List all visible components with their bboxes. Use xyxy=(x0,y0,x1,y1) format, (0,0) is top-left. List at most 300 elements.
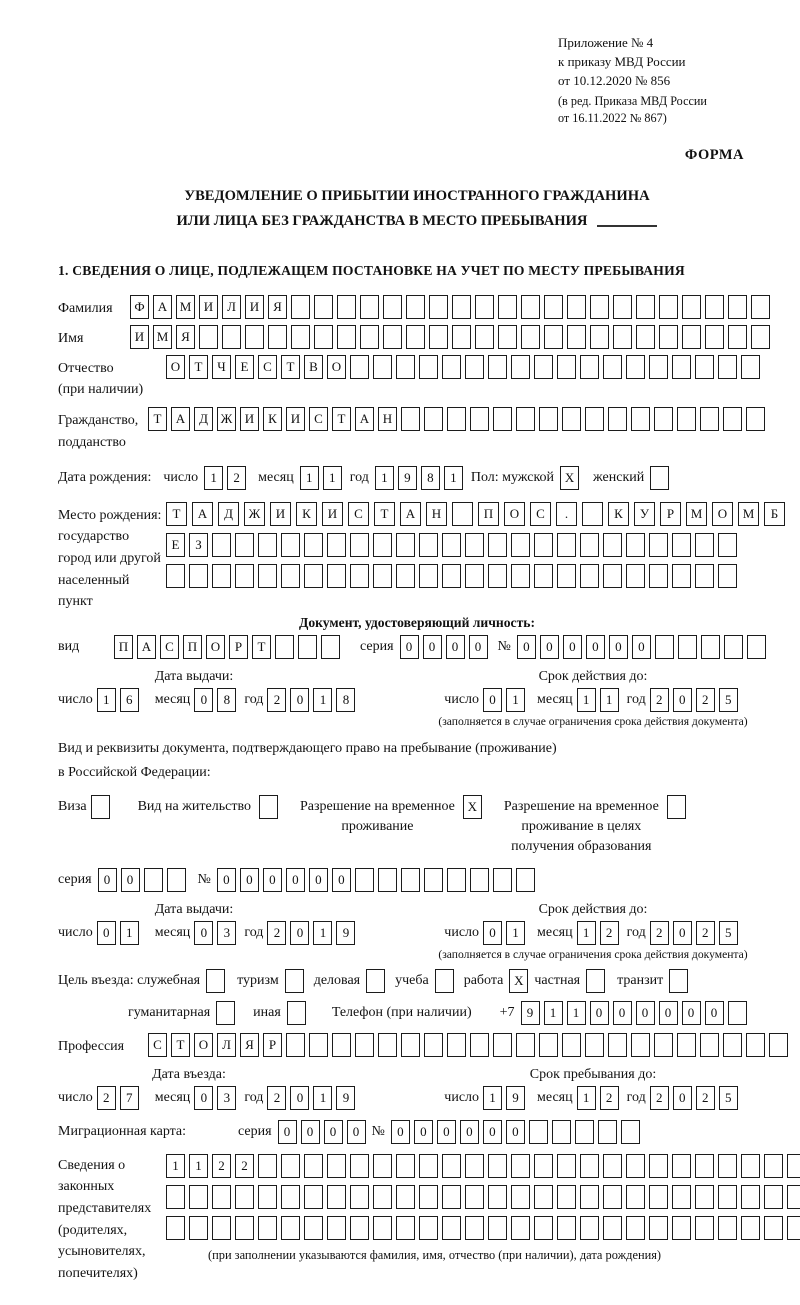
char-cell[interactable]: И xyxy=(130,325,149,349)
char-cell[interactable] xyxy=(585,407,604,431)
char-cell[interactable] xyxy=(406,295,425,319)
char-cell[interactable] xyxy=(235,1185,254,1209)
char-cell[interactable] xyxy=(258,533,277,557)
visa-checkbox[interactable] xyxy=(91,795,114,819)
char-cell[interactable]: 3 xyxy=(217,1086,236,1110)
char-cell[interactable]: 0 xyxy=(290,921,309,945)
char-cell[interactable] xyxy=(516,1033,535,1057)
char-cell[interactable] xyxy=(304,1216,323,1240)
char-cell[interactable] xyxy=(511,533,530,557)
char-cell[interactable] xyxy=(521,295,540,319)
char-cell[interactable]: П xyxy=(114,635,133,659)
char-cell[interactable]: 1 xyxy=(567,1001,586,1025)
char-cell[interactable] xyxy=(235,1216,254,1240)
char-cell[interactable] xyxy=(470,407,489,431)
char-cell[interactable]: В xyxy=(304,355,323,379)
char-cell[interactable] xyxy=(631,407,650,431)
char-cell[interactable]: 1 xyxy=(577,921,596,945)
char-cell[interactable]: 1 xyxy=(120,921,139,945)
char-cell[interactable] xyxy=(419,564,438,588)
char-cell[interactable] xyxy=(626,1185,645,1209)
char-cell[interactable] xyxy=(235,533,254,557)
char-cell[interactable] xyxy=(557,533,576,557)
char-cell[interactable]: 0 xyxy=(290,1086,309,1110)
char-cell[interactable] xyxy=(424,407,443,431)
char-cell[interactable] xyxy=(419,533,438,557)
char-cell[interactable] xyxy=(631,1033,650,1057)
char-cell[interactable] xyxy=(608,407,627,431)
char-cell[interactable]: П xyxy=(478,502,499,526)
char-cell[interactable] xyxy=(314,325,333,349)
entry-stay-year[interactable] xyxy=(650,1086,742,1110)
char-cell[interactable]: 0 xyxy=(469,635,488,659)
char-cell[interactable] xyxy=(567,325,586,349)
char-cell[interactable]: С xyxy=(309,407,328,431)
char-cell[interactable]: К xyxy=(296,502,317,526)
char-cell[interactable] xyxy=(677,1033,696,1057)
char-cell[interactable] xyxy=(475,295,494,319)
char-cell[interactable] xyxy=(304,533,323,557)
char-cell[interactable]: 5 xyxy=(719,688,738,712)
char-cell[interactable] xyxy=(327,564,346,588)
sex-female-checkbox[interactable] xyxy=(650,466,673,490)
identity-issue-day[interactable] xyxy=(97,688,143,712)
char-cell[interactable] xyxy=(580,1216,599,1240)
char-cell[interactable]: П xyxy=(183,635,202,659)
char-cell[interactable]: 2 xyxy=(267,921,286,945)
char-cell[interactable]: А xyxy=(355,407,374,431)
char-cell[interactable]: И xyxy=(270,502,291,526)
entry-arrival-month[interactable] xyxy=(194,1086,240,1110)
char-cell[interactable]: 0 xyxy=(347,1120,366,1144)
identity-valid-day[interactable] xyxy=(483,688,529,712)
char-cell[interactable] xyxy=(327,1216,346,1240)
char-cell[interactable] xyxy=(511,355,530,379)
char-cell[interactable] xyxy=(590,325,609,349)
residence-issue-day[interactable] xyxy=(97,921,143,945)
char-cell[interactable] xyxy=(216,1001,235,1025)
char-cell[interactable]: 0 xyxy=(217,868,236,892)
char-cell[interactable] xyxy=(521,325,540,349)
char-cell[interactable] xyxy=(586,969,605,993)
char-cell[interactable] xyxy=(557,1185,576,1209)
residence-issue-month[interactable] xyxy=(194,921,240,945)
char-cell[interactable] xyxy=(212,533,231,557)
char-cell[interactable]: Т xyxy=(148,407,167,431)
char-cell[interactable] xyxy=(511,1216,530,1240)
char-cell[interactable]: 0 xyxy=(414,1120,433,1144)
guardians-row3-cells[interactable] xyxy=(166,1216,800,1240)
char-cell[interactable]: 1 xyxy=(204,466,223,490)
char-cell[interactable] xyxy=(314,295,333,319)
char-cell[interactable] xyxy=(636,325,655,349)
char-cell[interactable]: 1 xyxy=(300,466,319,490)
char-cell[interactable] xyxy=(383,325,402,349)
char-cell[interactable] xyxy=(498,325,517,349)
char-cell[interactable]: 1 xyxy=(577,688,596,712)
char-cell[interactable] xyxy=(741,1154,760,1178)
char-cell[interactable] xyxy=(567,295,586,319)
char-cell[interactable]: 0 xyxy=(705,1001,724,1025)
char-cell[interactable] xyxy=(787,1154,800,1178)
char-cell[interactable]: Н xyxy=(426,502,447,526)
char-cell[interactable]: 9 xyxy=(521,1001,540,1025)
purpose-study-checkbox[interactable] xyxy=(435,969,458,993)
char-cell[interactable] xyxy=(626,355,645,379)
char-cell[interactable]: 0 xyxy=(506,1120,525,1144)
char-cell[interactable]: Ж xyxy=(244,502,265,526)
char-cell[interactable] xyxy=(741,1185,760,1209)
char-cell[interactable] xyxy=(488,533,507,557)
char-cell[interactable] xyxy=(212,1216,231,1240)
char-cell[interactable]: 5 xyxy=(719,921,738,945)
char-cell[interactable] xyxy=(222,325,241,349)
char-cell[interactable] xyxy=(723,1033,742,1057)
char-cell[interactable] xyxy=(493,407,512,431)
char-cell[interactable]: 9 xyxy=(506,1086,525,1110)
char-cell[interactable] xyxy=(396,1216,415,1240)
char-cell[interactable] xyxy=(424,1033,443,1057)
char-cell[interactable] xyxy=(309,1033,328,1057)
char-cell[interactable]: 0 xyxy=(400,635,419,659)
char-cell[interactable]: 6 xyxy=(120,688,139,712)
char-cell[interactable]: 1 xyxy=(313,688,332,712)
char-cell[interactable]: 0 xyxy=(682,1001,701,1025)
char-cell[interactable] xyxy=(585,1033,604,1057)
char-cell[interactable]: 1 xyxy=(506,688,525,712)
char-cell[interactable] xyxy=(360,325,379,349)
residence-permit-checkbox[interactable] xyxy=(259,795,282,819)
char-cell[interactable] xyxy=(281,1154,300,1178)
char-cell[interactable] xyxy=(406,325,425,349)
entry-stay-month[interactable] xyxy=(577,1086,623,1110)
char-cell[interactable]: Т xyxy=(281,355,300,379)
char-cell[interactable]: 1 xyxy=(577,1086,596,1110)
char-cell[interactable] xyxy=(350,1216,369,1240)
char-cell[interactable]: 2 xyxy=(696,1086,715,1110)
char-cell[interactable] xyxy=(764,1185,783,1209)
char-cell[interactable]: 2 xyxy=(227,466,246,490)
char-cell[interactable] xyxy=(298,635,317,659)
char-cell[interactable] xyxy=(701,635,720,659)
char-cell[interactable] xyxy=(291,325,310,349)
char-cell[interactable] xyxy=(672,355,691,379)
char-cell[interactable]: 0 xyxy=(423,635,442,659)
char-cell[interactable] xyxy=(373,1154,392,1178)
entry-stay-day[interactable] xyxy=(483,1086,529,1110)
char-cell[interactable] xyxy=(396,1185,415,1209)
char-cell[interactable] xyxy=(649,1154,668,1178)
char-cell[interactable]: О xyxy=(712,502,733,526)
char-cell[interactable] xyxy=(511,1185,530,1209)
char-cell[interactable]: 0 xyxy=(309,868,328,892)
char-cell[interactable] xyxy=(603,564,622,588)
char-cell[interactable] xyxy=(705,325,724,349)
char-cell[interactable]: 2 xyxy=(212,1154,231,1178)
char-cell[interactable] xyxy=(419,1154,438,1178)
char-cell[interactable]: М xyxy=(153,325,172,349)
char-cell[interactable] xyxy=(350,355,369,379)
char-cell[interactable]: 0 xyxy=(673,1086,692,1110)
char-cell[interactable]: 2 xyxy=(600,921,619,945)
char-cell[interactable] xyxy=(728,1001,747,1025)
char-cell[interactable] xyxy=(429,325,448,349)
purpose-official-checkbox[interactable] xyxy=(206,969,229,993)
char-cell[interactable] xyxy=(516,407,535,431)
char-cell[interactable]: 2 xyxy=(235,1154,254,1178)
char-cell[interactable] xyxy=(649,1185,668,1209)
char-cell[interactable]: Ч xyxy=(212,355,231,379)
char-cell[interactable] xyxy=(258,1216,277,1240)
patronymic-cells[interactable] xyxy=(166,355,764,379)
char-cell[interactable]: 0 xyxy=(240,868,259,892)
char-cell[interactable] xyxy=(401,1033,420,1057)
char-cell[interactable]: Т xyxy=(332,407,351,431)
migration-series-cells[interactable] xyxy=(278,1120,370,1144)
char-cell[interactable]: 1 xyxy=(375,466,394,490)
char-cell[interactable] xyxy=(552,1120,571,1144)
name-cells[interactable] xyxy=(130,325,774,349)
char-cell[interactable] xyxy=(275,635,294,659)
char-cell[interactable] xyxy=(360,295,379,319)
char-cell[interactable] xyxy=(442,1216,461,1240)
char-cell[interactable] xyxy=(321,635,340,659)
char-cell[interactable] xyxy=(580,564,599,588)
char-cell[interactable] xyxy=(529,1120,548,1144)
char-cell[interactable]: 9 xyxy=(336,1086,355,1110)
purpose-transit-checkbox[interactable] xyxy=(669,969,692,993)
char-cell[interactable] xyxy=(669,969,688,993)
char-cell[interactable]: X xyxy=(463,795,482,819)
char-cell[interactable] xyxy=(488,355,507,379)
char-cell[interactable] xyxy=(659,325,678,349)
purpose-humanitarian-checkbox[interactable] xyxy=(216,1001,239,1025)
residence-issue-year[interactable] xyxy=(267,921,359,945)
char-cell[interactable]: 2 xyxy=(97,1086,116,1110)
char-cell[interactable]: 1 xyxy=(444,466,463,490)
char-cell[interactable] xyxy=(626,1216,645,1240)
char-cell[interactable]: X xyxy=(509,969,528,993)
char-cell[interactable] xyxy=(167,868,186,892)
char-cell[interactable] xyxy=(378,868,397,892)
char-cell[interactable] xyxy=(350,533,369,557)
char-cell[interactable] xyxy=(258,564,277,588)
char-cell[interactable] xyxy=(401,407,420,431)
char-cell[interactable]: 1 xyxy=(506,921,525,945)
char-cell[interactable] xyxy=(695,1185,714,1209)
char-cell[interactable] xyxy=(465,564,484,588)
char-cell[interactable] xyxy=(613,325,632,349)
char-cell[interactable] xyxy=(659,295,678,319)
doc-number-cells[interactable] xyxy=(517,635,770,659)
char-cell[interactable] xyxy=(667,795,686,819)
char-cell[interactable] xyxy=(465,1216,484,1240)
char-cell[interactable]: 1 xyxy=(313,921,332,945)
char-cell[interactable] xyxy=(557,564,576,588)
char-cell[interactable] xyxy=(649,533,668,557)
char-cell[interactable] xyxy=(304,564,323,588)
char-cell[interactable] xyxy=(700,407,719,431)
char-cell[interactable] xyxy=(718,533,737,557)
char-cell[interactable] xyxy=(636,295,655,319)
char-cell[interactable]: С xyxy=(160,635,179,659)
char-cell[interactable]: Е xyxy=(235,355,254,379)
char-cell[interactable] xyxy=(562,1033,581,1057)
char-cell[interactable]: 9 xyxy=(398,466,417,490)
char-cell[interactable]: 1 xyxy=(166,1154,185,1178)
char-cell[interactable] xyxy=(447,407,466,431)
char-cell[interactable] xyxy=(695,533,714,557)
char-cell[interactable] xyxy=(465,1185,484,1209)
char-cell[interactable] xyxy=(488,564,507,588)
char-cell[interactable] xyxy=(327,533,346,557)
char-cell[interactable] xyxy=(672,1185,691,1209)
char-cell[interactable] xyxy=(189,1216,208,1240)
char-cell[interactable]: И xyxy=(199,295,218,319)
char-cell[interactable]: Б xyxy=(764,502,785,526)
char-cell[interactable] xyxy=(212,564,231,588)
identity-valid-month[interactable] xyxy=(577,688,623,712)
char-cell[interactable]: 1 xyxy=(313,1086,332,1110)
char-cell[interactable] xyxy=(603,355,622,379)
char-cell[interactable] xyxy=(613,295,632,319)
residence-valid-year[interactable] xyxy=(650,921,742,945)
char-cell[interactable]: О xyxy=(166,355,185,379)
char-cell[interactable] xyxy=(144,868,163,892)
temp-residence-education-checkbox[interactable] xyxy=(667,795,690,819)
char-cell[interactable] xyxy=(678,635,697,659)
char-cell[interactable] xyxy=(769,1033,788,1057)
char-cell[interactable]: 5 xyxy=(719,1086,738,1110)
char-cell[interactable]: О xyxy=(327,355,346,379)
char-cell[interactable]: К xyxy=(263,407,282,431)
char-cell[interactable]: 9 xyxy=(336,921,355,945)
char-cell[interactable]: 0 xyxy=(290,688,309,712)
char-cell[interactable] xyxy=(258,1154,277,1178)
char-cell[interactable] xyxy=(442,1154,461,1178)
char-cell[interactable] xyxy=(429,295,448,319)
char-cell[interactable] xyxy=(580,1154,599,1178)
char-cell[interactable] xyxy=(534,564,553,588)
char-cell[interactable] xyxy=(91,795,110,819)
char-cell[interactable] xyxy=(580,533,599,557)
char-cell[interactable] xyxy=(350,1154,369,1178)
char-cell[interactable] xyxy=(621,1120,640,1144)
char-cell[interactable] xyxy=(378,1033,397,1057)
char-cell[interactable] xyxy=(268,325,287,349)
char-cell[interactable] xyxy=(787,1216,800,1240)
char-cell[interactable] xyxy=(327,1185,346,1209)
char-cell[interactable]: X xyxy=(560,466,579,490)
char-cell[interactable] xyxy=(544,325,563,349)
char-cell[interactable]: М xyxy=(176,295,195,319)
char-cell[interactable] xyxy=(649,1216,668,1240)
char-cell[interactable]: 0 xyxy=(586,635,605,659)
temp-residence-checkbox[interactable] xyxy=(463,795,486,819)
char-cell[interactable] xyxy=(626,564,645,588)
char-cell[interactable]: С xyxy=(530,502,551,526)
char-cell[interactable]: 1 xyxy=(189,1154,208,1178)
char-cell[interactable]: 7 xyxy=(120,1086,139,1110)
identity-issue-year[interactable] xyxy=(267,688,359,712)
identity-valid-year[interactable] xyxy=(650,688,742,712)
doc-series-cells[interactable] xyxy=(400,635,492,659)
char-cell[interactable] xyxy=(705,295,724,319)
char-cell[interactable]: Р xyxy=(263,1033,282,1057)
char-cell[interactable]: 0 xyxy=(483,921,502,945)
char-cell[interactable]: Л xyxy=(217,1033,236,1057)
char-cell[interactable] xyxy=(189,1185,208,1209)
char-cell[interactable] xyxy=(166,1185,185,1209)
char-cell[interactable]: 0 xyxy=(278,1120,297,1144)
char-cell[interactable] xyxy=(401,868,420,892)
char-cell[interactable]: 0 xyxy=(673,688,692,712)
char-cell[interactable]: Т xyxy=(252,635,271,659)
char-cell[interactable]: 0 xyxy=(590,1001,609,1025)
char-cell[interactable]: Т xyxy=(171,1033,190,1057)
char-cell[interactable] xyxy=(695,564,714,588)
char-cell[interactable] xyxy=(435,969,454,993)
char-cell[interactable]: И xyxy=(286,407,305,431)
char-cell[interactable] xyxy=(534,1216,553,1240)
char-cell[interactable]: 0 xyxy=(563,635,582,659)
char-cell[interactable]: 8 xyxy=(336,688,355,712)
char-cell[interactable] xyxy=(654,1033,673,1057)
char-cell[interactable]: Р xyxy=(229,635,248,659)
char-cell[interactable] xyxy=(452,295,471,319)
char-cell[interactable] xyxy=(488,1216,507,1240)
char-cell[interactable]: 0 xyxy=(540,635,559,659)
char-cell[interactable] xyxy=(166,1216,185,1240)
char-cell[interactable] xyxy=(654,407,673,431)
char-cell[interactable]: 0 xyxy=(98,868,117,892)
char-cell[interactable] xyxy=(419,1185,438,1209)
char-cell[interactable] xyxy=(419,1216,438,1240)
entry-arrival-day[interactable] xyxy=(97,1086,143,1110)
char-cell[interactable] xyxy=(475,325,494,349)
char-cell[interactable]: Я xyxy=(176,325,195,349)
char-cell[interactable] xyxy=(511,564,530,588)
guardians-row1-cells[interactable] xyxy=(166,1154,800,1178)
char-cell[interactable]: 0 xyxy=(194,688,213,712)
char-cell[interactable] xyxy=(373,1216,392,1240)
char-cell[interactable]: А xyxy=(137,635,156,659)
char-cell[interactable] xyxy=(396,1154,415,1178)
char-cell[interactable] xyxy=(672,1154,691,1178)
char-cell[interactable] xyxy=(355,1033,374,1057)
char-cell[interactable]: Я xyxy=(240,1033,259,1057)
entry-arrival-year[interactable] xyxy=(267,1086,359,1110)
char-cell[interactable] xyxy=(534,533,553,557)
char-cell[interactable] xyxy=(534,1185,553,1209)
char-cell[interactable]: 0 xyxy=(636,1001,655,1025)
residence-valid-month[interactable] xyxy=(577,921,623,945)
char-cell[interactable] xyxy=(465,533,484,557)
char-cell[interactable]: А xyxy=(400,502,421,526)
char-cell[interactable] xyxy=(259,795,278,819)
guardians-row2-cells[interactable] xyxy=(166,1185,800,1209)
char-cell[interactable] xyxy=(764,1216,783,1240)
char-cell[interactable]: 0 xyxy=(659,1001,678,1025)
char-cell[interactable] xyxy=(682,325,701,349)
char-cell[interactable] xyxy=(718,355,737,379)
char-cell[interactable] xyxy=(718,1154,737,1178)
char-cell[interactable] xyxy=(452,502,473,526)
char-cell[interactable]: 2 xyxy=(600,1086,619,1110)
char-cell[interactable]: О xyxy=(504,502,525,526)
char-cell[interactable]: А xyxy=(192,502,213,526)
char-cell[interactable] xyxy=(212,1185,231,1209)
